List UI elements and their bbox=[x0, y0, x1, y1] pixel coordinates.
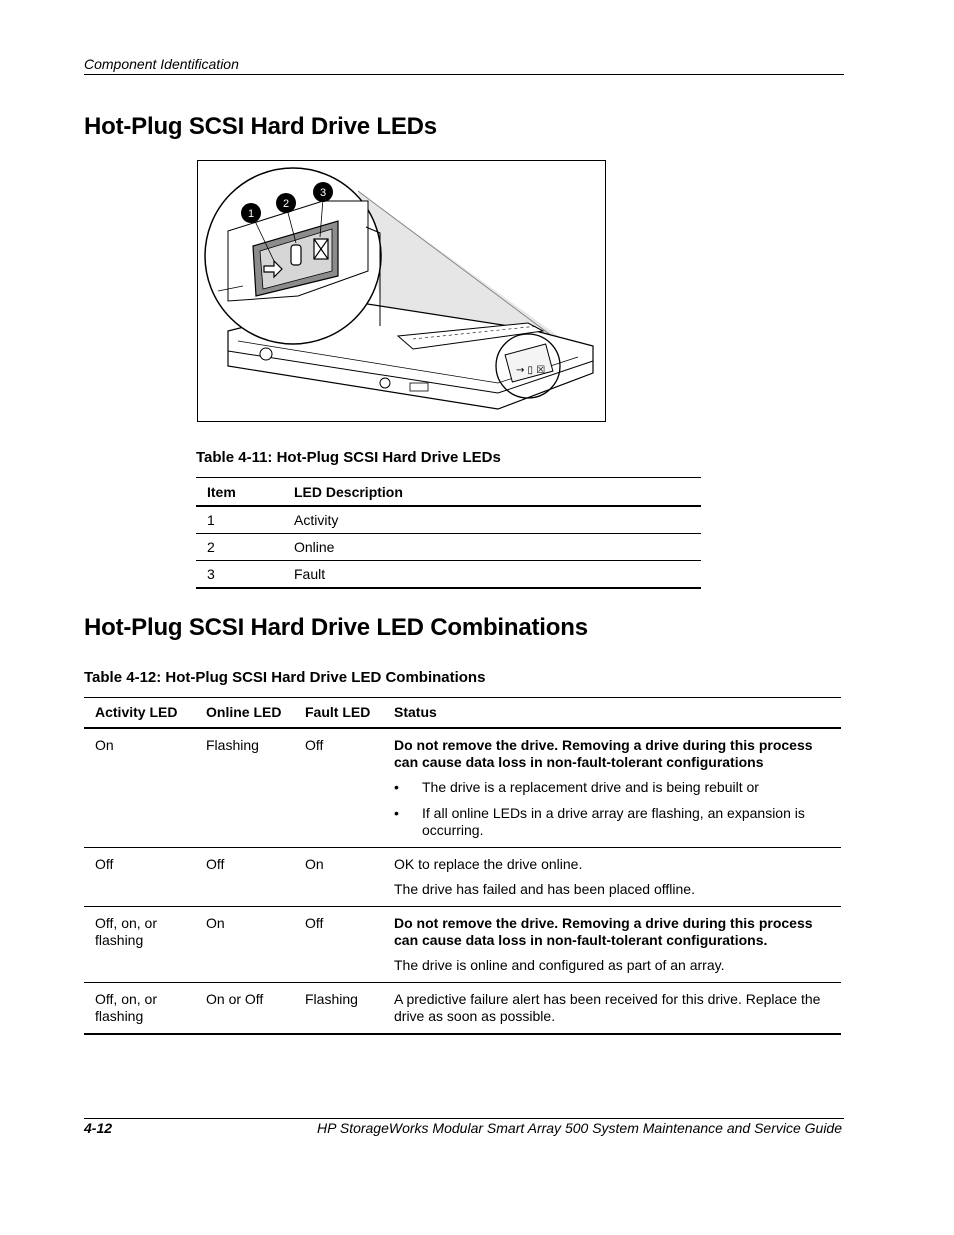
section-title-combinations: Hot-Plug SCSI Hard Drive LED Combinations bbox=[84, 614, 588, 641]
led-table bbox=[196, 477, 701, 589]
callout-3 bbox=[313, 182, 333, 202]
status-text: The drive has failed and has been placed offline. bbox=[394, 881, 695, 897]
description-cell: Fault bbox=[294, 566, 326, 582]
led-combinations-table bbox=[84, 697, 841, 1035]
table-row bbox=[196, 506, 701, 534]
item-cell: 3 bbox=[207, 566, 215, 582]
svg-text:3: 3 bbox=[319, 187, 327, 199]
table-4-12-caption: Table 4-12: Hot-Plug SCSI Hard Drive LED Combinations bbox=[84, 669, 486, 686]
table-header-row bbox=[84, 698, 841, 729]
activity-cell: Off, on, or flashing bbox=[95, 991, 157, 1024]
activity-cell: On bbox=[95, 737, 114, 753]
page-number: 4-12 bbox=[84, 1120, 113, 1136]
fault-cell: Off bbox=[305, 915, 324, 931]
drive-led-figure bbox=[197, 160, 606, 422]
column-header-status: Status bbox=[394, 704, 437, 720]
fault-cell: On bbox=[305, 856, 324, 872]
header-rule bbox=[84, 74, 844, 75]
hard-drive-illustration bbox=[198, 161, 605, 421]
svg-text:1: 1 bbox=[247, 208, 255, 220]
status-bullet: • The drive is a replacement drive and is being rebuilt or bbox=[422, 779, 831, 796]
status-warning: Do not remove the drive. Removing a drive during this process can cause data loss in non-fault-tolerant configurations bbox=[394, 737, 813, 770]
footer-title: HP StorageWorks Modular Smart Array 500 System Maintenance and Service Guide bbox=[317, 1120, 842, 1136]
status-text: OK to replace the drive online. bbox=[394, 856, 583, 872]
description-cell: Activity bbox=[294, 512, 339, 528]
online-cell: On bbox=[206, 915, 225, 931]
status-text: The drive is online and configured as part of an array. bbox=[394, 957, 725, 973]
table-row bbox=[84, 907, 841, 983]
online-cell: Off bbox=[206, 856, 225, 872]
column-header-fault-led: Fault LED bbox=[305, 704, 371, 720]
running-header: Component Identification bbox=[84, 56, 239, 72]
description-cell: Online bbox=[294, 539, 335, 555]
status-warning: Do not remove the drive. Removing a drive during this process can cause data loss in non-fault-tolerant configurations. bbox=[394, 915, 813, 948]
activity-cell: Off bbox=[95, 856, 114, 872]
online-cell: On or Off bbox=[206, 991, 264, 1007]
callout-2 bbox=[276, 193, 296, 213]
item-cell: 2 bbox=[207, 539, 215, 555]
online-cell: Flashing bbox=[206, 737, 259, 753]
status-cell bbox=[383, 728, 841, 848]
table-4-11-caption: Table 4-11: Hot-Plug SCSI Hard Drive LEDs bbox=[196, 449, 501, 466]
status-bullet: • If all online LEDs in a drive array are flashing, an expansion is occurring. bbox=[422, 805, 831, 839]
status-text: A predictive failure alert has been received for this drive. Replace the drive as soon as possible. bbox=[394, 991, 821, 1024]
status-bullet-list bbox=[394, 779, 831, 839]
fault-cell: Flashing bbox=[305, 991, 358, 1007]
status-cell bbox=[383, 907, 841, 983]
table-row bbox=[196, 561, 701, 589]
column-header-activity-led: Activity LED bbox=[95, 704, 178, 720]
column-header-led-description: LED Description bbox=[294, 483, 403, 500]
status-cell bbox=[383, 983, 841, 1035]
status-cell bbox=[383, 848, 841, 907]
table-row bbox=[196, 534, 701, 561]
item-cell: 1 bbox=[207, 512, 215, 528]
column-header-item: Item bbox=[207, 483, 236, 500]
fault-cell: Off bbox=[305, 737, 324, 753]
table-row bbox=[84, 848, 841, 907]
section-title-leds: Hot-Plug SCSI Hard Drive LEDs bbox=[84, 113, 437, 140]
activity-cell: Off, on, or flashing bbox=[95, 915, 157, 948]
table-row bbox=[84, 728, 841, 848]
column-header-online-led: Online LED bbox=[206, 704, 282, 720]
callout-1 bbox=[241, 203, 261, 223]
footer-rule bbox=[84, 1118, 844, 1119]
table-header-row bbox=[196, 478, 701, 507]
table-row bbox=[84, 983, 841, 1035]
svg-text:→ ▯ ☒: → ▯ ☒ bbox=[516, 365, 546, 376]
svg-text:2: 2 bbox=[282, 198, 290, 210]
